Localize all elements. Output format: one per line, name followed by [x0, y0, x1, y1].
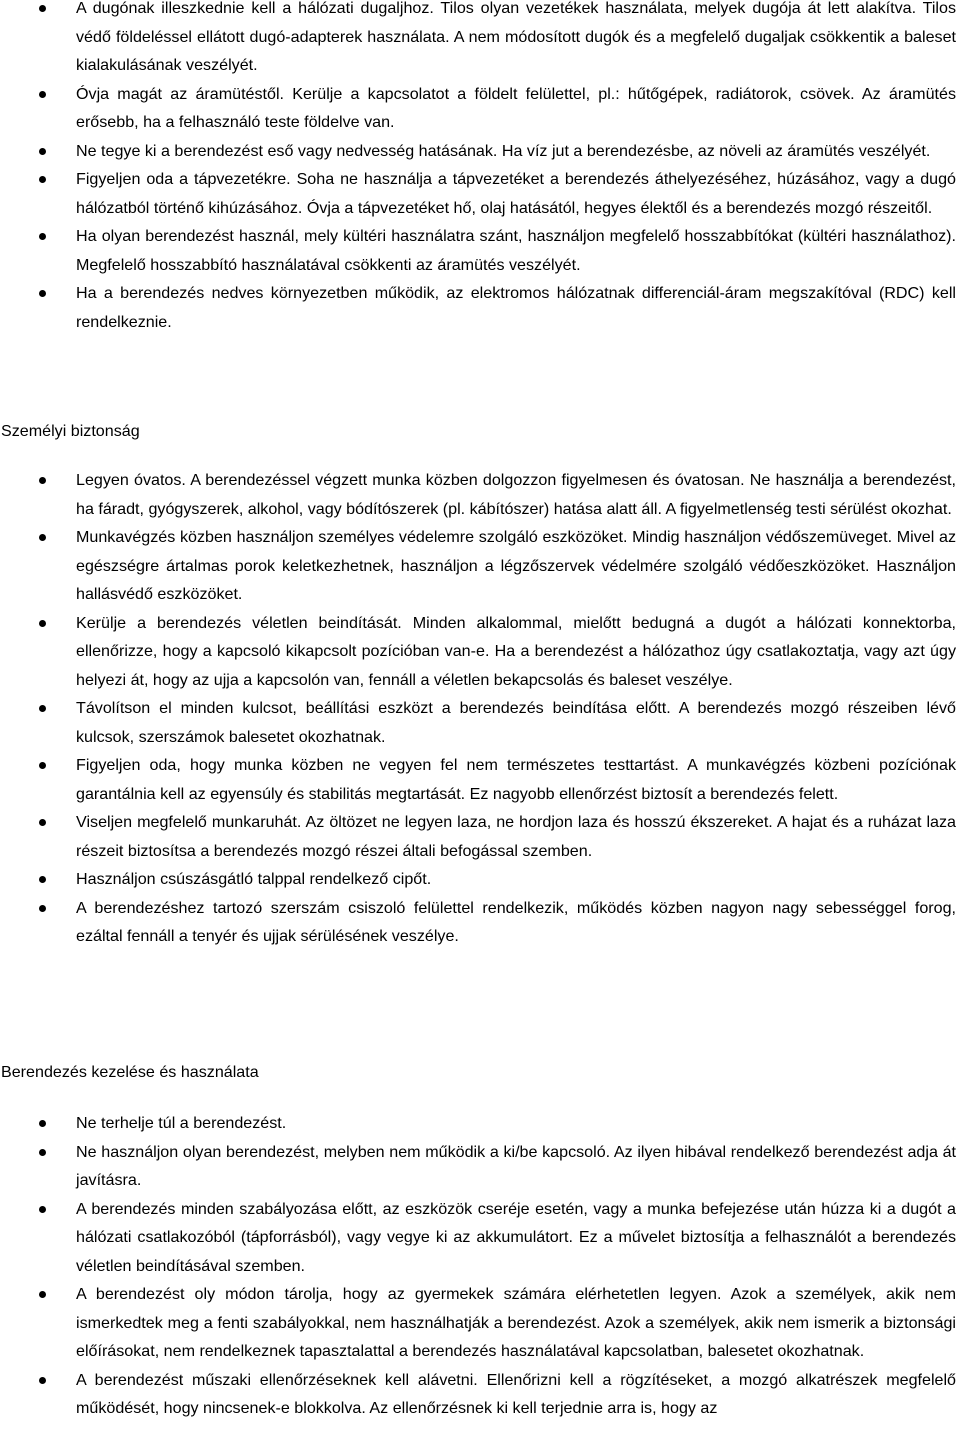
list-item: Kerülje a berendezés véletlen beindítását. Minden alkalommal, mielőtt bedugná a dugót a hálózati konnektorba, ellenőrizze, hogy a kapcsoló kikapcsolt pozícióban van-e. Ha a berendezést a hálózathoz úgy csatlakoztatja, vagy azt úgy helyezi át, hogy az ujja a kapcsolón van, fennáll a véletlen bekapcsolás és baleset veszélye.	[0, 609, 960, 695]
section-heading-device-handling: Berendezés kezelése és használata	[1, 1063, 259, 1081]
list-item: Óvja magát az áramütéstől. Kerülje a kapcsolatot a földelt felülettel, pl.: hűtőgépek, radiátorok, csövek. Az áramütés erősebb, ha a felhasználó teste földelve van.	[0, 80, 960, 137]
device-handling-list	[0, 1109, 960, 1423]
list-item: A berendezés minden szabályozása előtt, az eszközök cseréje esetén, vagy a munka befejezése után húzza ki a dugót a hálózati csatlakozóból (tápforrásból), vagy vegye ki az akkumulátort. Ez a művelet biztosítja a felhasználót a berendezés véletlen beindításával szemben.	[0, 1195, 960, 1281]
list-item: Ha a berendezés nedves környezetben működik, az elektromos hálózatnak differenciál-áram megszakítóval (RDC) kell rendelkeznie.	[0, 279, 960, 336]
list-item: Viseljen megfelelő munkaruhát. Az öltözet ne legyen laza, ne hordjon laza és hosszú ékszereket. A hajat és a ruházat laza részeit biztosítsa a berendezés mozgó részei általi befogással szemben.	[0, 808, 960, 865]
section-heading-personal-safety: Személyi biztonság	[1, 422, 140, 440]
list-item: Ne tegye ki a berendezést eső vagy nedvesség hatásának. Ha víz jut a berendezésbe, az növeli az áramütés veszélyét.	[0, 137, 960, 166]
list-item: Távolítson el minden kulcsot, beállítási eszközt a berendezés beindítása előtt. A berendezés mozgó részeiben lévő kulcsok, szerszámok balesetet okozhatnak.	[0, 694, 960, 751]
list-item: Használjon csúszásgátló talppal rendelkező cipőt.	[0, 865, 960, 894]
list-item: Ne terhelje túl a berendezést.	[0, 1109, 960, 1138]
list-item: Figyeljen oda, hogy munka közben ne vegyen fel nem természetes testtartást. A munkavégzés közbeni pozíciónak garantálnia kell az egyensúly és stabilitás megtartását. Ez nagyobb ellenőrzést biztosít a berendezés felett.	[0, 751, 960, 808]
list-item: A berendezéshez tartozó szerszám csiszoló felülettel rendelkezik, működés közben nagyon nagy sebességgel forog, ezáltal fennáll a tenyér és ujjak sérülésének veszélye.	[0, 894, 960, 951]
list-item: Legyen óvatos. A berendezéssel végzett munka közben dolgozzon figyelmesen és óvatosan. Ne használja a berendezést, ha fáradt, gyógyszerek, alkohol, vagy bódítószerek (pl. kábítószer) hatása alatt áll. A figyelmetlenség testi sérülést okozhat.	[0, 466, 960, 523]
list-item: A dugónak illeszkednie kell a hálózati dugaljhoz. Tilos olyan vezetékek használata, melyek dugója át lett alakítva. Tilos védő földeléssel ellátott dugó-adapterek használata. A nem módosított dugók és a megfelelő dugaljak csökkentik a baleset kialakulásának veszélyét.	[0, 0, 960, 80]
list-item: Munkavégzés közben használjon személyes védelemre szolgáló eszközöket. Mindig használjon védőszemüveget. Mivel az egészségre ártalmas porok keletkezhetnek, használjon a légzőszervek védelmére szolgáló védőeszközöket. Használjon hallásvédő eszközöket.	[0, 523, 960, 609]
personal-safety-list	[0, 466, 960, 951]
electrical-safety-list	[0, 0, 960, 336]
list-item: Ne használjon olyan berendezést, melyben nem működik a ki/be kapcsoló. Az ilyen hibával rendelkező berendezést adja át javításra.	[0, 1138, 960, 1195]
list-item: A berendezést műszaki ellenőrzéseknek kell alávetni. Ellenőrizni kell a rögzítéseket, a mozgó alkatrészek megfelelő működését, hogy nincsenek-e blokkolva. Az ellenőrzésnek ki kell terjednie arra is, hogy az	[0, 1366, 960, 1423]
list-item: Ha olyan berendezést használ, mely kültéri használatra szánt, használjon megfelelő hosszabbítókat (kültéri használathoz). Megfelelő hosszabbító használatával csökkenti az áramütés veszélyét.	[0, 222, 960, 279]
list-item: A berendezést oly módon tárolja, hogy az gyermekek számára elérhetetlen legyen. Azok a személyek, akik nem ismerkedtek meg a fenti szabályokkal, nem használhatják a berendezést. Azok a személyek, akik nem ismerik a biztonsági előírásokat, nem rendelkeznek tapasztalattal a berendezés használatával kapcsolatban, balesetet okozhatnak.	[0, 1280, 960, 1366]
list-item: Figyeljen oda a tápvezetékre. Soha ne használja a tápvezetéket a berendezés áthelyezéséhez, húzásához, vagy a dugó hálózatból történő kihúzásához. Óvja a tápvezetéket hő, olaj hatásától, hegyes élektől és a berendezés mozgó részeitől.	[0, 165, 960, 222]
